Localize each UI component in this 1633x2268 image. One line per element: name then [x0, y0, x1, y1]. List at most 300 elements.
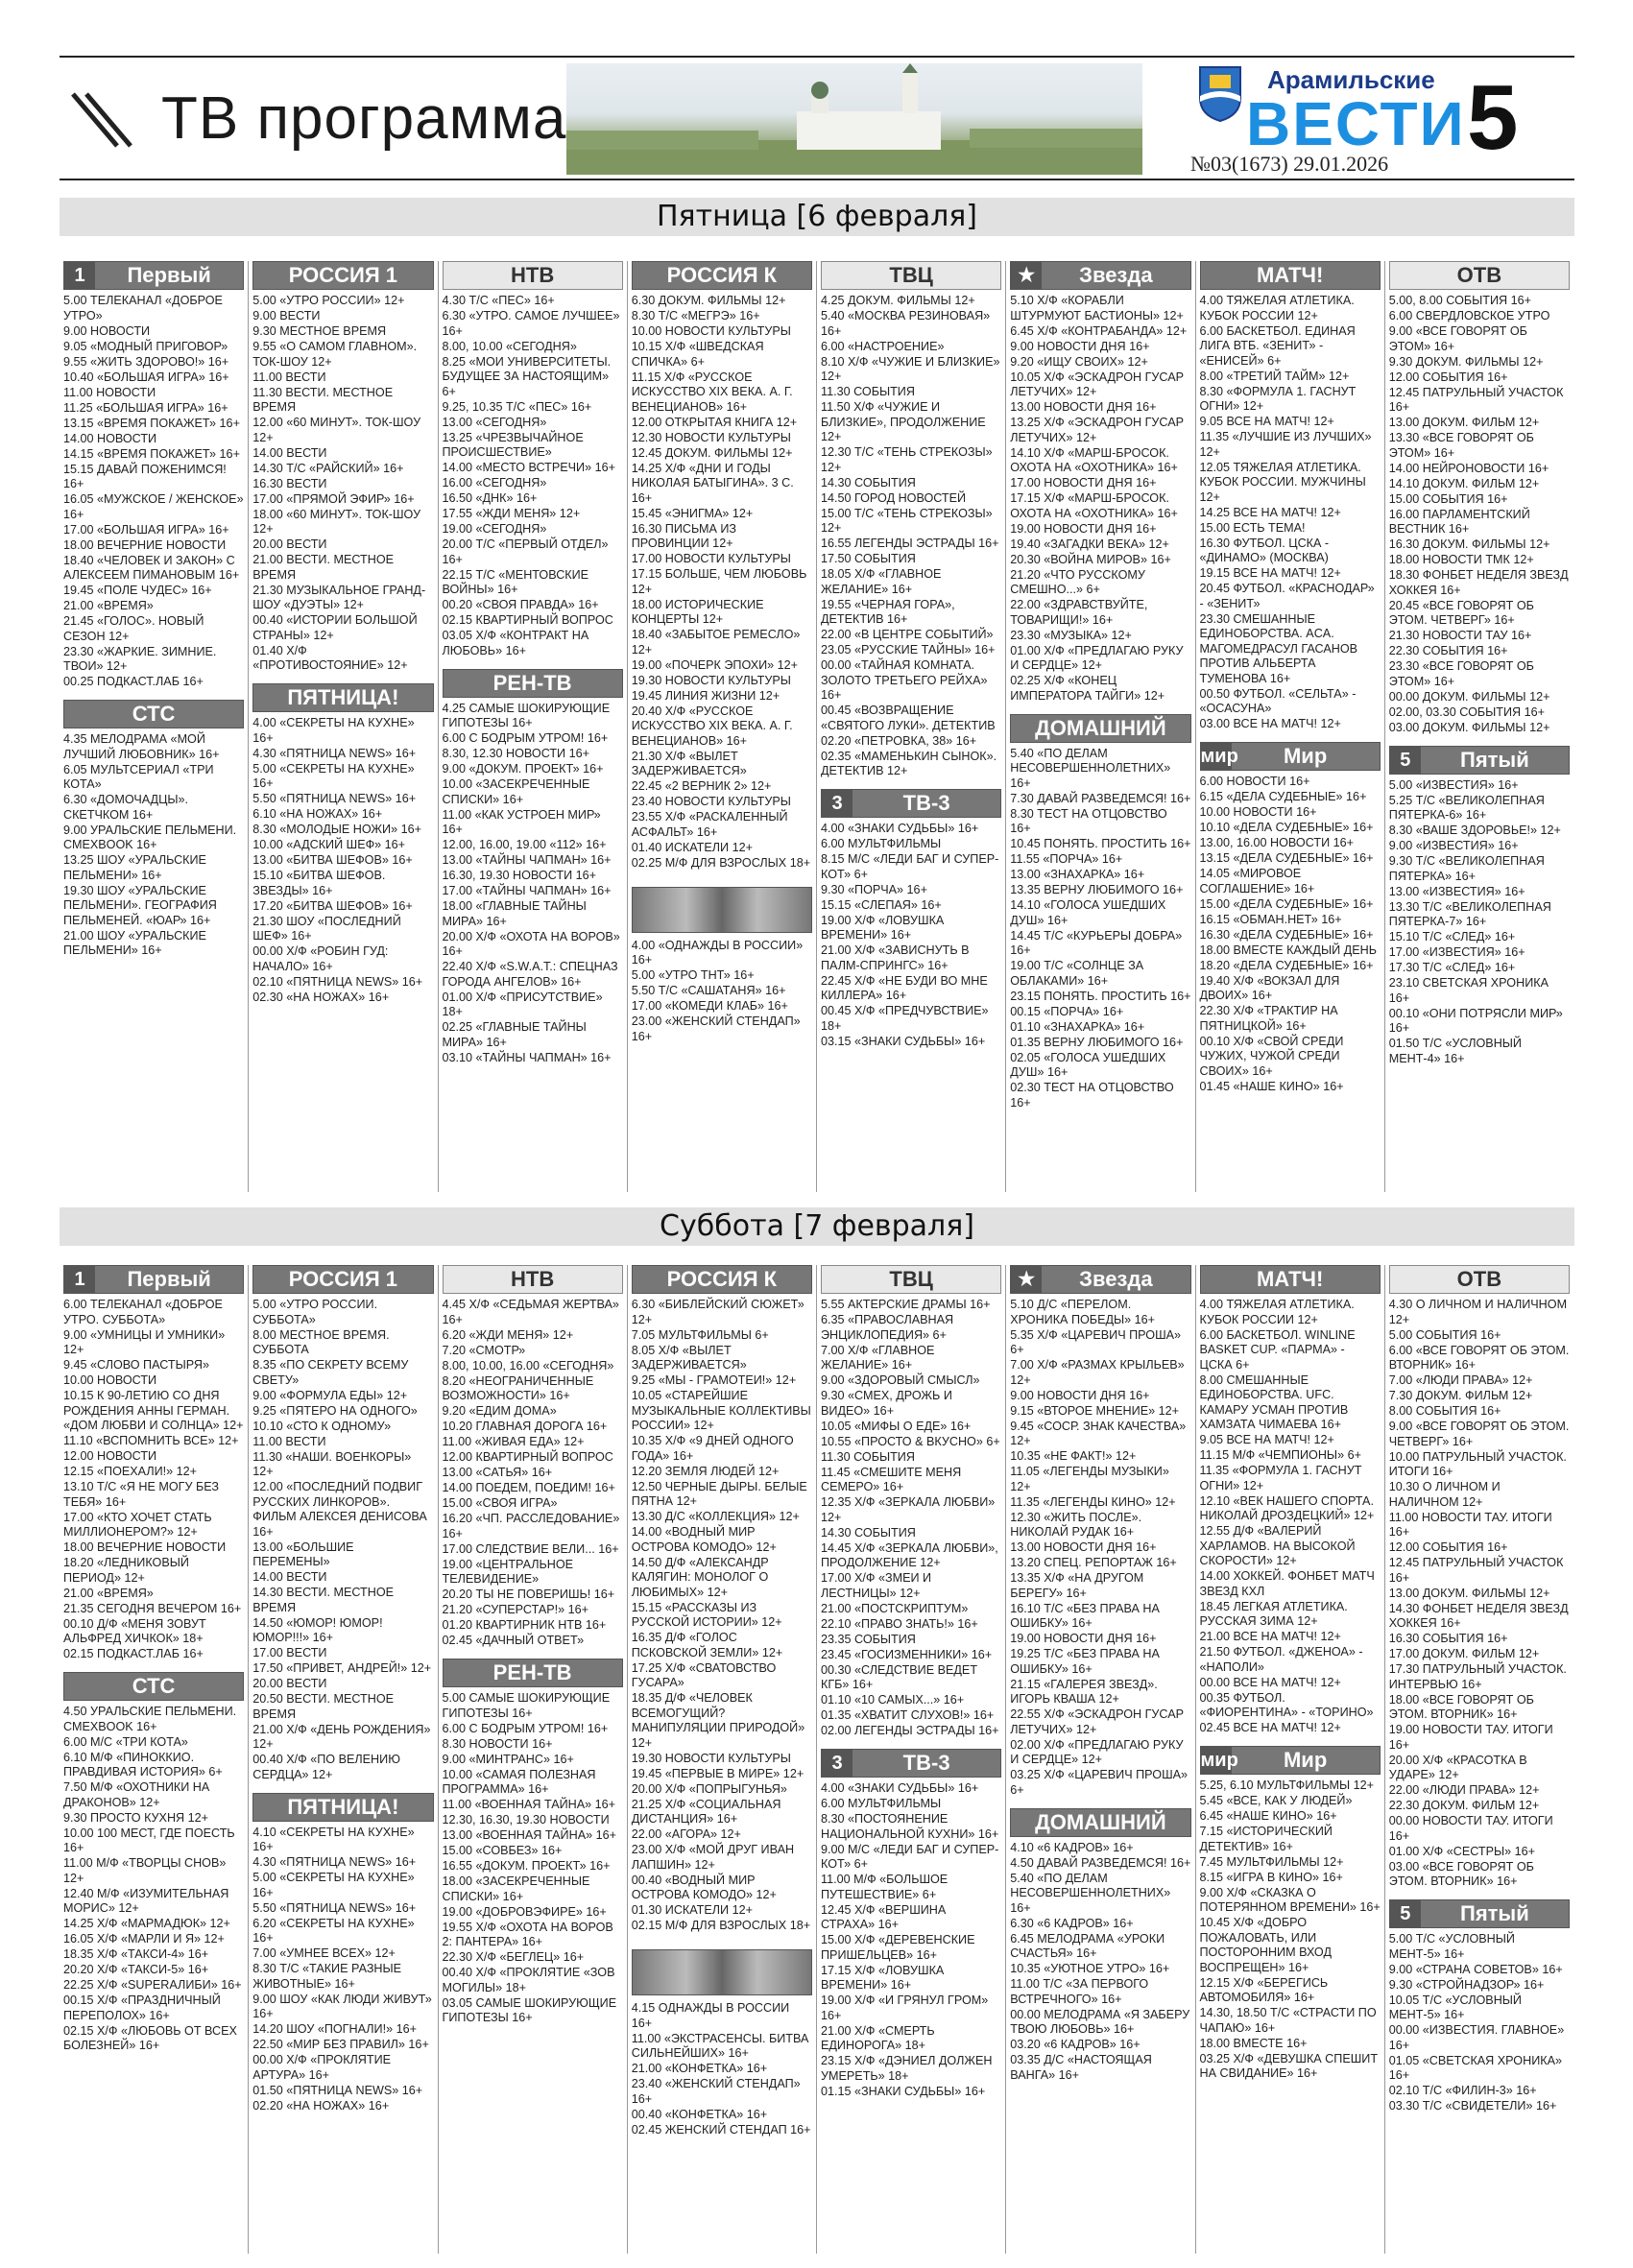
program-item: 17.25 Х/Ф «СВАТОВСТВО ГУСАРА»	[631, 1660, 777, 1689]
program-item: 7.00 «ЛЮДИ ПРАВА» 12+	[1388, 1373, 1533, 1387]
program-item: 01.45 «НАШЕ КИНО» 16+	[1199, 1079, 1344, 1093]
friday-title: Пятница [6 февраля]	[60, 198, 1574, 236]
program-item: 19.00 НОВОСТИ ДНЯ 16+	[1010, 1632, 1157, 1645]
program-item: 00.10 «ОНИ ПОТРЯСЛИ МИР» 16+	[1388, 1006, 1563, 1035]
program-item: 10.35 «УЮТНОЕ УТРО» 16+	[1010, 1962, 1170, 1975]
channel-header	[821, 261, 1001, 290]
channel-header	[252, 1265, 433, 1294]
program-item: 12.45 ПАТРУЛЬНЫЙ УЧАСТОК 16+	[1388, 385, 1564, 414]
program-item: 4.25 ДОКУМ. ФИЛЬМЫ 12+	[821, 294, 975, 307]
program-item: 5.50 «ПЯТНИЦА NEWS» 16+	[252, 792, 417, 805]
program-item: 10.15 К 90-ЛЕТИЮ СО ДНЯ РОЖДЕНИЯ АННЫ ГЕРМАН. «ДОМ ЛЮБВИ И СОЛНЦА» 12+	[63, 1389, 244, 1432]
program-item: 5.00, 8.00 СОБЫТИЯ 16+	[1388, 294, 1531, 307]
program-item: 21.15 «ГАЛЕРЕЯ ЗВЕЗД». ИГОРЬ КВАША 12+	[1010, 1677, 1158, 1706]
program-item: 5.25 Т/С «ВЕЛИКОЛЕПНАЯ ПЯТЕРКА-6» 16+	[1388, 793, 1545, 822]
channel-name: Первый	[127, 1267, 211, 1291]
program-item: 23.40 «ЖЕНСКИЙ СТЕНДАП» 16+	[631, 2077, 801, 2106]
program-item: 22.55 Х/Ф «ЭСКАДРОН ГУСАР ЛЕТУЧИХ» 12+	[1010, 1707, 1185, 1736]
program-item: 19.00 «ЦЕНТРАЛЬНОЕ ТЕЛЕВИДЕНИЕ»	[442, 1557, 574, 1586]
program-item: 19.40 Х/Ф «ВОКЗАЛ ДЛЯ ДВОИХ» 16+	[1199, 973, 1340, 1002]
schedule-column	[249, 1265, 438, 2254]
program-item: 11.35 «ЛЕГЕНДЫ КИНО» 12+	[1010, 1494, 1176, 1509]
channel-logo-tnt-icon	[632, 887, 812, 933]
program-item: 18.00 ВМЕСТЕ КАЖДЫЙ ДЕНЬ	[1199, 943, 1377, 957]
program-item: 16.20 «ЧП. РАССЛЕДОВАНИЕ» 16+	[442, 1512, 620, 1540]
program-item: 12.40 М/Ф «ИЗУМИТЕЛЬНАЯ МОРИС» 12+	[63, 1886, 229, 1915]
program-item: 19.55 «ЧЕРНАЯ ГОРА», ДЕТЕКТИВ 16+	[821, 597, 955, 626]
program-item: 14.00 «ВОДНЫЙ МИР ОСТРОВА КОМОДО» 12+	[631, 1525, 777, 1554]
program-item: 00.00 ДОКУМ. ФИЛЬМЫ 12+	[1388, 689, 1550, 704]
channel-logo-tnt-icon	[632, 1949, 812, 1995]
program-item: 23.00 «ЖЕНСКИЙ СТЕНДАП» 16+	[631, 1015, 801, 1043]
program-item: 12.45 Х/Ф «ВЕРШИНА СТРАХА» 16+	[821, 1902, 947, 1931]
program-item: 8.25 «МОИ УНИВЕРСИТЕТЫ. БУДУЩЕЕ ЗА НАСТОЯЩИМ» 6+	[442, 354, 612, 398]
channel-name: НТВ	[511, 263, 555, 287]
program-item: 21.35 СЕГОДНЯ ВЕЧЕРОМ 16+	[63, 1601, 242, 1615]
program-item: 11.00 ВЕСТИ	[252, 370, 326, 384]
program-item: 02.10 «ПЯТНИЦА NEWS» 16+	[252, 974, 423, 989]
city-emblem-icon	[1196, 63, 1244, 123]
program-item: 11.30 СОБЫТИЯ	[821, 1449, 915, 1464]
program-item: 14.05 «МИРОВОЕ СОГЛАШЕНИЕ» 16+	[1199, 867, 1315, 895]
program-item: 9.00 «ДОКУМ. ПРОЕКТ» 16+	[442, 762, 604, 776]
program-item: 9.05 «МОДНЫЙ ПРИГОВОР»	[63, 339, 228, 353]
schedule-column	[249, 261, 438, 1192]
program-item: 9.45 «СЛОВО ПАСТЫРЯ»	[63, 1358, 209, 1372]
program-item: 21.30 Х/Ф «ВЫЛЕТ ЗАДЕРЖИВАЕТСЯ»	[631, 749, 747, 777]
channel-header	[1389, 261, 1570, 290]
program-item: 19.15 ВСЕ НА МАТЧ! 12+	[1199, 566, 1341, 580]
program-item: 21.30 МУЗЫКАЛЬНОЕ ГРАНД-ШОУ «ДУЭТЫ» 12+	[252, 583, 426, 611]
program-item: 9.00 НОВОСТИ ДНЯ 16+	[1010, 1388, 1150, 1402]
program-item: 11.35 «ФОРМУЛА 1. ГАСНУТ ОГНИ» 12+	[1199, 1464, 1362, 1492]
program-item: 18.00 ВЕЧЕРНИЕ НОВОСТИ	[63, 537, 227, 552]
program-item: 11.00 «ВОЕННАЯ ТАЙНА» 16+	[442, 1798, 616, 1811]
program-item: 14.50 ГОРОД НОВОСТЕЙ	[821, 490, 967, 505]
program-item: 9.00 «ФОРМУЛА ЕДЫ» 12+	[252, 1388, 408, 1402]
program-item: 12.10 «ВЕК НАШЕГО СПОРТА. НИКОЛАЙ ДРОЗДЕЦКИЙ» 12+	[1199, 1493, 1375, 1522]
program-item: 14.10 «ГОЛОСА УШЕДШИХ ДУШ» 16+	[1010, 898, 1166, 927]
block-gap	[1010, 704, 1190, 714]
program-item: 20.00 Х/Ф «КРАСОТКА В УДАРЕ» 12+	[1388, 1753, 1527, 1781]
program-item: 19.30 ШОУ «УРАЛЬСКИЕ ПЕЛЬМЕНИ». ГЕОГРАФИЯ ПЕЛЬМЕНЕЙ. «ЮАР» 16+	[63, 883, 217, 927]
block-gap	[1010, 1799, 1190, 1808]
schedule-column	[60, 1265, 249, 2254]
program-item: 22.00 «ЗДРАВСТВУЙТЕ, ТОВАРИЩИ!» 16+	[1010, 598, 1148, 627]
program-item: 4.00 «ЗНАКИ СУДЬБЫ» 16+	[821, 822, 979, 835]
program-item: 00.30 «СЛЕДСТВИЕ ВЕДЕТ КГБ» 16+	[821, 1662, 978, 1691]
program-item: 14.30 Т/С «РАЙСКИЙ» 16+	[252, 461, 404, 475]
program-item: 4.30 О ЛИЧНОМ И НАЛИЧНОМ 12+	[1388, 1298, 1568, 1326]
program-item: 11.10 «ВСПОМНИТЬ ВСЕ» 12+	[63, 1434, 239, 1447]
program-item: 22.30 Х/Ф «БЕГЛЕЦ» 16+	[442, 1950, 585, 1964]
program-item: 8.00, 10.00 «СЕГОДНЯ»	[442, 339, 577, 353]
program-item: 00.10 Д/Ф «МЕНЯ ЗОВУТ АЛЬФРЕД ХИЧКОК» 18+	[63, 1616, 206, 1645]
program-item: 16.50 «ДНК» 16+	[442, 491, 538, 505]
program-item: 11.00 «ЭКСТРАСЕНСЫ. БИТВА СИЛЬНЕЙШИХ» 16+	[631, 2031, 809, 2060]
program-item: 10.05 «СТАРЕЙШИЕ МУЗЫКАЛЬНЫЕ КОЛЛЕКТИВЫ РОССИИ» 12+	[631, 1389, 811, 1432]
program-item: 9.05 ВСЕ НА МАТЧ! 12+	[1199, 415, 1334, 428]
program-item: 16.10 Т/С «БЕЗ ПРАВА НА ОШИБКУ» 16+	[1010, 1601, 1160, 1630]
program-item: 9.20 «ИЩУ СВОИХ» 12+	[1010, 354, 1148, 369]
program-item: 00.00 «ТАЙНАЯ КОМНАТА. ЗОЛОТО ТРЕТЬЕГО РЕЙХА» 16+	[821, 658, 988, 702]
program-item: 20.50 ВЕСТИ. МЕСТНОЕ ВРЕМЯ	[252, 1692, 395, 1721]
program-item: 14.00 ВЕСТИ	[252, 1570, 327, 1584]
program-item: 9.30 ПРОСТО КУХНЯ 12+	[63, 1810, 209, 1825]
program-item: 14.25 Х/Ф «ДНИ И ГОДЫ НИКОЛАЯ БАТЫГИНА». 3 С. 16+	[631, 461, 794, 505]
program-item: 7.00 «УМНЕЕ ВСЕХ» 12+	[252, 1946, 396, 1960]
channel-mark-icon: ★	[1011, 1266, 1042, 1293]
program-item: 00.00 ВСЕ НА МАТЧ! 12+	[1199, 1675, 1341, 1689]
channel-mark-icon: 3	[822, 790, 853, 817]
program-item: 10.00 «ЗАСЕКРЕЧЕННЫЕ СПИСКИ» 16+	[442, 777, 590, 806]
program-item: 6.05 МУЛЬТСЕРИАЛ «ТРИ КОТА»	[63, 762, 214, 791]
channel-header	[63, 261, 244, 290]
program-item: 00.40 Х/Ф «ПРОКЛЯТИЕ «ЗОВ МОГИЛЫ» 18+	[442, 1966, 615, 1994]
program-item: 8.30 ТЕСТ НА ОТЦОВСТВО 16+	[1010, 806, 1167, 835]
program-item: 01.50 Т/С «УСЛОВНЫЙ МЕНТ-4» 16+	[1388, 1037, 1522, 1065]
channel-header	[63, 1672, 244, 1701]
program-item: 18.35 Х/Ф «ТАКСИ-4» 16+	[63, 1947, 209, 1961]
program-item: 6.00 БАСКЕТБОЛ. WINLINE BASKET CUP. «ПАРМА» - ЦСКА 6+	[1199, 1327, 1356, 1372]
program-item: 11.45 «СМЕШИТЕ МЕНЯ СЕМЕРО» 16+	[821, 1465, 962, 1493]
slashes-icon	[67, 86, 134, 154]
program-item: 6.45 МЕЛОДРАМА «УРОКИ СЧАСТЬЯ» 16+	[1010, 1931, 1165, 1960]
program-item: 4.10 «6 КАДРОВ» 16+	[1010, 1840, 1134, 1854]
program-item: 12.15 Х/Ф «БЕРЕГИСЬ АВТОМОБИЛЯ» 16+	[1199, 1975, 1329, 2004]
program-item: 9.55 «ЖИТЬ ЗДОРОВО!» 16+	[63, 354, 229, 369]
program-item: 7.45 МУЛЬТФИЛЬМЫ 12+	[1199, 1854, 1344, 1869]
schedule-column	[1006, 1265, 1195, 2254]
program-item: 16.35 Д/Ф «ГОЛОС ПСКОВСКОЙ ЗЕМЛИ» 12+	[631, 1631, 783, 1659]
program-item: 17.30 ПАТРУЛЬНЫЙ УЧАСТОК. ИНТЕРВЬЮ 16+	[1388, 1662, 1567, 1691]
program-item: 5.00 САМЫЕ ШОКИРУЮЩИЕ ГИПОТЕЗЫ 16+	[442, 1691, 611, 1720]
program-item: 23.30 СМЕШАННЫЕ ЕДИНОБОРСТВА. ACA. МАГОМЕДРАСУЛ ГАСАНОВ ПРОТИВ АЛЬБЕРТА ТУМЕНОВА 16+	[1199, 611, 1358, 685]
program-item: 23.30 «ВСЕ ГОВОРЯТ ОБ ЭТОМ» 16+	[1388, 659, 1534, 688]
program-item: 12.50 ЧЕРНЫЕ ДЫРЫ. БЕЛЫЕ ПЯТНА 12+	[631, 1479, 807, 1508]
program-item: 17.20 «БИТВА ШЕФОВ» 16+	[252, 898, 413, 913]
channel-header	[1200, 1746, 1381, 1775]
program-item: 11.55 «ПОРЧА» 16+	[1010, 852, 1123, 866]
program-item: 10.10 «ДЕЛА СУДЕБНЫЕ» 16+	[1199, 821, 1374, 834]
program-item: 8.30 НОВОСТИ 16+	[442, 1736, 553, 1751]
program-item: 13.15 «ВРЕМЯ ПОКАЖЕТ» 16+	[63, 416, 240, 430]
channel-header	[63, 700, 244, 728]
program-item: 22.45 Х/Ф «НЕ БУДИ ВО МНЕ КИЛЛЕРА» 16+	[821, 973, 988, 1002]
program-item: 00.00 МЕЛОДРАМА «Я ЗАБЕРУ ТВОЮ ЛЮБОВЬ» 16+	[1010, 2007, 1190, 2036]
program-item: 10.45 ПОНЯТЬ. ПРОСТИТЬ 16+	[1010, 837, 1191, 850]
program-item: 12.30, 16.30, 19.30 НОВОСТИ	[442, 1813, 610, 1826]
channel-name: РОССИЯ 1	[288, 1267, 397, 1291]
program-item: 12.30 Т/С «ТЕНЬ СТРЕКОЗЫ» 12+	[821, 445, 993, 474]
program-item: 13.00 «ВОЕННАЯ ТАЙНА» 16+	[442, 1828, 616, 1842]
program-item: 15.15 ДАВАЙ ПОЖЕНИМСЯ! 16+	[63, 462, 227, 490]
program-item: 7.00 Х/Ф «РАЗМАХ КРЫЛЬЕВ» 12+	[1010, 1358, 1185, 1387]
program-item: 10.00 ПАТРУЛЬНЫЙ УЧАСТОК. ИТОГИ 16+	[1388, 1449, 1567, 1478]
program-item: 11.15 Х/Ф «РУССКОЕ ИСКУССТВО XIX ВЕКА. А. Г. ВЕНЕЦИАНОВ» 16+	[631, 370, 793, 414]
channel-header	[1010, 1265, 1190, 1294]
program-item: 16.55 ЛЕГЕНДЫ ЭСТРАДЫ 16+	[821, 537, 999, 550]
saturday-schedule-grid	[60, 1265, 1574, 2254]
program-item: 18.05 Х/Ф «ГЛАВНОЕ ЖЕЛАНИЕ» 16+	[821, 567, 942, 596]
program-item: 02.25 Х/Ф «КОНЕЦ ИМПЕРАТОРА ТАЙГИ» 12+	[1010, 674, 1165, 703]
program-item: 19.30 НОВОСТИ КУЛЬТУРЫ	[631, 673, 791, 687]
program-item: 9.25, 10.35 Т/С «ПЕС» 16+	[442, 399, 592, 414]
program-item: 5.45 «ВСЕ, КАК У ЛЮДЕЙ»	[1199, 1794, 1353, 1807]
program-item: 6.30 «ДОМОЧАДЦЫ». СКЕТЧКОМ 16+	[63, 793, 189, 822]
program-item: 8.00, 10.00, 16.00 «СЕГОДНЯ»	[442, 1358, 614, 1373]
program-item: 16.30, 19.30 НОВОСТИ 16+	[442, 869, 596, 882]
program-item: 02.35 «МАМЕНЬКИН СЫНОК». ДЕТЕКТИВ 12+	[821, 749, 997, 777]
channel-name: Звезда	[1079, 263, 1153, 287]
program-item: 01.00 Х/Ф «ПРЕДЛАГАЮ РУКУ И СЕРДЦЕ» 12+	[1010, 643, 1184, 672]
program-item: 03.00 ДОКУМ. ФИЛЬМЫ 12+	[1388, 720, 1550, 734]
program-item: 11.50 Х/Ф «ЧУЖИЕ И БЛИЗКИЕ», ПРОДОЛЖЕНИЕ 12+	[821, 400, 986, 443]
program-item: 00.45 Х/Ф «ПРЕДЧУВСТВИЕ» 18+	[821, 1004, 989, 1033]
program-item: 13.35 Х/Ф «НА ДРУГОМ БЕРЕГУ» 16+	[1010, 1571, 1144, 1600]
program-item: 17.00 Х/Ф «ЗМЕИ И ЛЕСТНИЦЫ» 12+	[821, 1571, 932, 1600]
program-item: 8.10 Х/Ф «ЧУЖИЕ И БЛИЗКИЕ» 12+	[821, 354, 1000, 383]
program-item: 5.55 АКТЕРСКИЕ ДРАМЫ 16+	[821, 1298, 991, 1311]
program-item: 03.05 Х/Ф «КОНТРАКТ НА ЛЮБОВЬ» 16+	[442, 629, 589, 657]
program-item: 21.25 Х/Ф «СОЦИАЛЬНАЯ ДИСТАНЦИЯ» 16+	[631, 1797, 781, 1826]
issue-number: №03(1673) 29.01.2026	[1190, 152, 1389, 176]
channel-header	[821, 789, 1001, 818]
program-item: 7.15 «ИСТОРИЧЕСКИЙ ДЕТЕКТИВ» 16+	[1199, 1825, 1333, 1853]
program-item: 13.30 «ВСЕ ГОВОРЯТ ОБ ЭТОМ» 16+	[1388, 431, 1534, 460]
program-item: 22.15 Т/С «МЕНТОВСКИЕ ВОЙНЫ» 16+	[442, 567, 589, 596]
program-item: 9.30 МЕСТНОЕ ВРЕМЯ	[252, 324, 387, 338]
program-item: 8.15 М/С «ЛЕДИ БАГ И СУПЕР-КОТ» 6+	[821, 852, 999, 881]
channel-name: СТС	[132, 702, 176, 726]
program-item: 15.00 «ДЕЛА СУДЕБНЫЕ» 16+	[1199, 896, 1374, 911]
program-item: 18.30 ФОНБЕТ НЕДЕЛЯ ЗВЕЗД ХОККЕЯ 16+	[1388, 568, 1569, 597]
channel-name: Звезда	[1079, 1267, 1153, 1291]
program-item: 18.40 «ЗАБЫТОЕ РЕМЕСЛО» 12+	[631, 628, 801, 657]
program-item: 8.30 «МОЛОДЫЕ НОЖИ» 16+	[252, 823, 421, 836]
program-item: 6.00 БАСКЕТБОЛ. ЕДИНАЯ ЛИГА ВТБ. «ЗЕНИТ» - «ЕНИСЕЙ» 6+	[1199, 323, 1356, 368]
program-item: 5.25, 6.10 МУЛЬТФИЛЬМЫ 12+	[1199, 1779, 1375, 1792]
program-item: 13.00, 16.00 НОВОСТИ 16+	[1199, 836, 1354, 849]
block-gap	[252, 674, 433, 683]
block-gap	[63, 690, 244, 700]
program-item: 18.45 ЛЕГКАЯ АТЛЕТИКА. РУССКАЯ ЗИМА 12+	[1199, 1599, 1348, 1628]
program-item: 17.00 «БОЛЬШАЯ ИГРА» 16+	[63, 522, 229, 537]
program-item: 16.30 СОБЫТИЯ 16+	[1388, 1632, 1508, 1645]
program-item: 6.35 «ПРАВОСЛАВНАЯ ЭНЦИКЛОПЕДИЯ» 6+	[821, 1313, 954, 1342]
program-item: 01.40 ИСКАТЕЛИ 12+	[631, 840, 753, 854]
program-item: 4.00 «ОДНАЖДЫ В РОССИИ» 16+	[631, 938, 804, 967]
program-item: 22.10 «ПРАВО ЗНАТЬ!» 16+	[821, 1616, 978, 1631]
program-item: 15.45 «ЭНИГМА» 12+	[631, 506, 754, 520]
program-item: 9.30 ДОКУМ. ФИЛЬМЫ 12+	[1388, 354, 1544, 369]
channel-header	[1200, 261, 1381, 290]
program-item: 6.20 «ЖДИ МЕНЯ» 12+	[442, 1327, 574, 1342]
program-item: 03.10 «ТАЙНЫ ЧАПМАН» 16+	[442, 1050, 612, 1064]
program-item: 21.00 ВСЕ НА МАТЧ! 12+	[1199, 1630, 1341, 1643]
program-item: 6.30 «6 КАДРОВ» 16+	[1010, 1916, 1134, 1930]
channel-name: Пятый	[1460, 1901, 1529, 1925]
program-item: 13.15 «ДЕЛА СУДЕБНЫЕ» 16+	[1199, 851, 1374, 865]
program-item: 8.15 «ИГРА В КИНО» 16+	[1199, 1870, 1343, 1884]
program-item: 03.00 «ВСЕ ГОВОРЯТ ОБ ЭТОМ. ВТОРНИК» 16+	[1388, 1859, 1534, 1888]
program-item: 02.00, 03.30 СОБЫТИЯ 16+	[1388, 704, 1546, 719]
program-item: 18.00 «ГЛАВНЫЕ ТАЙНЫ МИРА» 16+	[442, 899, 587, 928]
program-item: 6.45 «НАШЕ КИНО» 16+	[1199, 1809, 1337, 1823]
program-item: 00.45 «ВОЗВРАЩЕНИЕ «СВЯТОГО ЛУКИ». ДЕТЕКТИВ	[821, 704, 996, 732]
program-item: 6.30 «УТРО. САМОЕ ЛУЧШЕЕ» 16+	[442, 309, 620, 338]
program-item: 01.20 КВАРТИРНИК НТВ 16+	[442, 1618, 607, 1632]
program-item: 4.30 «ПЯТНИЦА NEWS» 16+	[252, 1855, 417, 1869]
program-item: 19.30 НОВОСТИ КУЛЬТУРЫ	[631, 1751, 791, 1765]
program-item: 18.00 «ЗАСЕКРЕЧЕННЫЕ СПИСКИ» 16+	[442, 1874, 590, 1903]
program-item: 13.35 ВЕРНУ ЛЮБИМОГО 16+	[1010, 883, 1184, 896]
program-item: 9.25 «МЫ - ГРАМОТЕИ!» 12+	[631, 1373, 797, 1387]
program-item: 12.00 «ПОСЛЕДНИЙ ПОДВИГ РУССКИХ ЛИНКОРОВ». ФИЛЬМ АЛЕКСЕЯ ДЕНИСОВА 16+	[252, 1480, 427, 1539]
header-bottom-rule	[60, 179, 1574, 180]
program-item: 14.15 «ВРЕМЯ ПОКАЖЕТ» 16+	[63, 446, 240, 461]
program-item: 01.35 «ХВАТИТ СЛУХОВ!» 16+	[821, 1708, 995, 1722]
program-item: 20.45 ФУТБОЛ. «КРАСНОДАР» - «ЗЕНИТ»	[1199, 582, 1375, 610]
program-item: 6.00 М/С «ТРИ КОТА»	[63, 1734, 188, 1749]
program-item: 12.00 СОБЫТИЯ 16+	[1388, 370, 1508, 384]
program-item: 14.50 «ЮМОР! ЮМОР! ЮМОР!!!» 16+	[252, 1615, 383, 1644]
program-item: 9.00 «СТРАНА СОВЕТОВ» 16+	[1388, 1962, 1563, 1976]
channel-name: ОТВ	[1456, 263, 1502, 287]
program-item: 9.05 ВСЕ НА МАТЧ! 12+	[1199, 1433, 1334, 1446]
program-item: 18.00 ИСТОРИЧЕСКИЕ КОНЦЕРТЫ 12+	[631, 597, 764, 626]
channel-header	[632, 261, 812, 290]
program-item: 18.20 «ЛЕДНИКОВЫЙ ПЕРИОД» 12+	[63, 1556, 189, 1585]
channel-mark-icon: ★	[1011, 262, 1042, 289]
program-item: 5.00 «УТРО РОССИИ. СУББОТА»	[252, 1298, 378, 1326]
channel-header	[443, 1265, 623, 1294]
program-item: 9.30 «СТРОЙНАДЗОР» 16+	[1388, 1977, 1545, 1992]
channel-header	[821, 1265, 1001, 1294]
schedule-column	[60, 261, 249, 1192]
program-item: 21.00 Х/Ф «СМЕРТЬ ЕДИНОРОГА» 18+	[821, 2023, 935, 2052]
program-item: 6.00 СВЕРДЛОВСКОЕ УТРО	[1388, 309, 1550, 322]
program-item: 17.55 «ЖДИ МЕНЯ» 12+	[442, 507, 581, 520]
channel-header	[443, 1659, 623, 1687]
channel-mark-icon: мир	[1201, 1747, 1232, 1774]
program-item: 00.40 «КОНФЕТКА» 16+	[631, 2107, 768, 2121]
channel-name: РОССИЯ К	[666, 1267, 778, 1291]
program-item: 4.00 «ЗНАКИ СУДЬБЫ» 16+	[821, 1781, 979, 1795]
program-item: 8.30 Т/С «ТАКИЕ РАЗНЫЕ ЖИВОТНЫЕ» 16+	[252, 1962, 402, 1991]
program-item: 02.20 «ПЕТРОВКА, 38» 16+	[821, 733, 977, 748]
program-item: 16.30 ВЕСТИ	[252, 476, 327, 490]
saturday-title: Суббота [7 февраля]	[60, 1207, 1574, 1246]
program-item: 11.00 ВЕСТИ	[252, 1434, 326, 1448]
channel-header	[632, 1265, 812, 1294]
block-gap	[443, 659, 623, 669]
program-item: 17.50 «ПРИВЕТ, АНДРЕЙ!» 12+	[252, 1661, 432, 1675]
program-item: 00.40 «ИСТОРИИ БОЛЬШОЙ СТРАНЫ» 12+	[252, 613, 418, 642]
program-item: 9.45 «СОСР. ЗНАК КАЧЕСТВА» 12+	[1010, 1419, 1187, 1447]
program-item: 23.45 «ГОСИЗМЕННИКИ» 16+	[821, 1647, 993, 1661]
channel-header	[1010, 714, 1190, 743]
program-item: 9.15 «ВТОРОЕ МНЕНИЕ» 12+	[1010, 1403, 1179, 1418]
program-item: 21.50 ФУТБОЛ. «ДЖЕНОА» - «НАПОЛИ»	[1199, 1645, 1363, 1674]
program-item: 22.50 «МИР БЕЗ ПРАВИЛ» 16+	[252, 2038, 429, 2051]
channel-header	[1389, 746, 1570, 775]
program-item: 12.00 ОТКРЫТАЯ КНИГА 12+	[631, 415, 798, 429]
program-item: 15.10 «БИТВА ШЕФОВ. ЗВЕЗДЫ» 16+	[252, 869, 386, 897]
program-item: 13.00 «ТАЙНЫ ЧАПМАН» 16+	[442, 853, 612, 867]
program-item: 21.45 «ГОЛОС». НОВЫЙ СЕЗОН 12+	[63, 614, 204, 643]
schedule-column	[817, 1265, 1006, 2254]
program-item: 20.45 «ВСЕ ГОВОРЯТ ОБ ЭТОМ. ЧЕТВЕРГ» 16+	[1388, 598, 1534, 627]
program-item: 10.05 «МИФЫ О ЕДЕ» 16+	[821, 1419, 972, 1433]
program-item: 02.00 Х/Ф «ПРЕДЛАГАЮ РУКУ И СЕРДЦЕ» 12+	[1010, 1737, 1184, 1766]
program-item: 9.00 ВЕСТИ	[252, 309, 321, 322]
program-item: 6.15 «ДЕЛА СУДЕБНЫЕ» 16+	[1199, 790, 1367, 803]
program-item: 19.00 «СЕГОДНЯ»	[442, 522, 547, 536]
program-item: 19.45 «ПЕРВЫЕ В МИРЕ» 12+	[631, 1766, 804, 1780]
program-item: 00.00 Х/Ф «РОБИН ГУД: НАЧАЛО» 16+	[252, 944, 389, 973]
program-item: 13.30 Т/С «ВЕЛИКОЛЕПНАЯ ПЯТЕРКА-7» 16+	[1388, 899, 1551, 928]
program-item: 16.30 ФУТБОЛ. ЦСКА - «ДИНАМО» (МОСКВА)	[1199, 536, 1330, 564]
program-item: 14.00 «МЕСТО ВСТРЕЧИ» 16+	[442, 461, 615, 474]
program-item: 10.10 «СТО К ОДНОМУ»	[252, 1419, 392, 1433]
program-item: 17.30 Т/С «СЛЕД» 16+	[1388, 961, 1516, 974]
schedule-column	[1385, 261, 1573, 1192]
program-item: 21.30 НОВОСТИ ТАУ 16+	[1388, 629, 1532, 642]
channel-name: ОТВ	[1456, 1267, 1502, 1291]
program-item: 14.50 Д/Ф «АЛЕКСАНДР КАЛЯГИН: МОНОЛОГ О ЛЮБИМЫХ» 12+	[631, 1555, 769, 1599]
program-item: 23.30 «МУЗЫКА» 12+	[1010, 628, 1132, 642]
program-item: 15.10 Т/С «СЛЕД» 16+	[1388, 930, 1516, 943]
program-item: 16.55 «ДОКУМ. ПРОЕКТ» 16+	[442, 1859, 611, 1873]
program-item: 12.00, 16.00, 19.00 «112» 16+	[442, 838, 607, 851]
program-item: 01.00 Х/Ф «СЕСТРЫ» 16+	[1388, 1844, 1536, 1858]
program-item: 02.45 ЖЕНСКИЙ СТЕНДАП 16+	[631, 2122, 811, 2137]
program-item: 03.35 Д/С «НАСТОЯЩАЯ ВАНГА» 16+	[1010, 2053, 1152, 2082]
program-item: 9.00 М/С «ЛЕДИ БАГ И СУПЕР-КОТ» 6+	[821, 1842, 999, 1871]
program-item: 14.30 СОБЫТИЯ	[821, 1525, 916, 1540]
channel-mark-icon: 1	[64, 1266, 95, 1293]
program-item: 6.30 ДОКУМ. ФИЛЬМЫ 12+	[631, 294, 786, 307]
program-item: 9.00 «МИНТРАНС» 16+	[442, 1752, 574, 1766]
program-item: 11.30 СОБЫТИЯ	[821, 385, 915, 398]
program-item: 19.00 «ДОБРОВЭФИРЕ» 16+	[442, 1904, 607, 1919]
program-item: 6.00 «НАСТРОЕНИЕ»	[821, 339, 945, 353]
program-item: 19.45 «ПОЛЕ ЧУДЕС» 16+	[63, 584, 212, 597]
program-item: 20.00 ВЕСТИ	[252, 1677, 327, 1690]
program-item: 03.25 Х/Ф «ДЕВУШКА СПЕШИТ НА СВИДАНИЕ» 16+	[1199, 2051, 1379, 2080]
channel-name: ПЯТНИЦА!	[287, 685, 399, 709]
schedule-column	[1385, 1265, 1573, 2254]
program-item: 8.00 МЕСТНОЕ ВРЕМЯ. СУББОТА	[252, 1327, 390, 1356]
block-gap	[252, 1783, 433, 1793]
program-item: 22.00 «В ЦЕНТРЕ СОБЫТИЙ»	[821, 628, 994, 641]
program-item: 4.25 САМЫЕ ШОКИРУЮЩИЕ ГИПОТЕЗЫ 16+	[442, 701, 611, 729]
program-item: 21.00 «ПОСТСКРИПТУМ»	[821, 1601, 969, 1615]
program-item: 15.15 «СЛЕПАЯ» 16+	[821, 897, 942, 912]
program-item: 03.25 Х/Ф «ЦАРЕВИЧ ПРОША» 6+	[1010, 1768, 1189, 1797]
program-item: 13.00 «ИЗВЕСТИЯ» 16+	[1388, 884, 1525, 898]
page-number: 5	[1467, 66, 1519, 169]
program-item: 6.00 С БОДРЫМ УТРОМ! 16+	[442, 731, 609, 745]
program-item: 00.50 ФУТБОЛ. «СЕЛЬТА» - «ОСАСУНА»	[1199, 686, 1357, 715]
program-item: 13.25 ШОУ «УРАЛЬСКИЕ ПЕЛЬМЕНИ» 16+	[63, 853, 206, 882]
channel-mark-icon: 1	[64, 262, 95, 289]
program-item: 7.20 «СМОТР»	[442, 1343, 526, 1357]
channel-name: ТВЦ	[889, 263, 933, 287]
newspaper-logo	[1190, 60, 1466, 176]
channel-name: РЕН-ТВ	[492, 1660, 572, 1684]
